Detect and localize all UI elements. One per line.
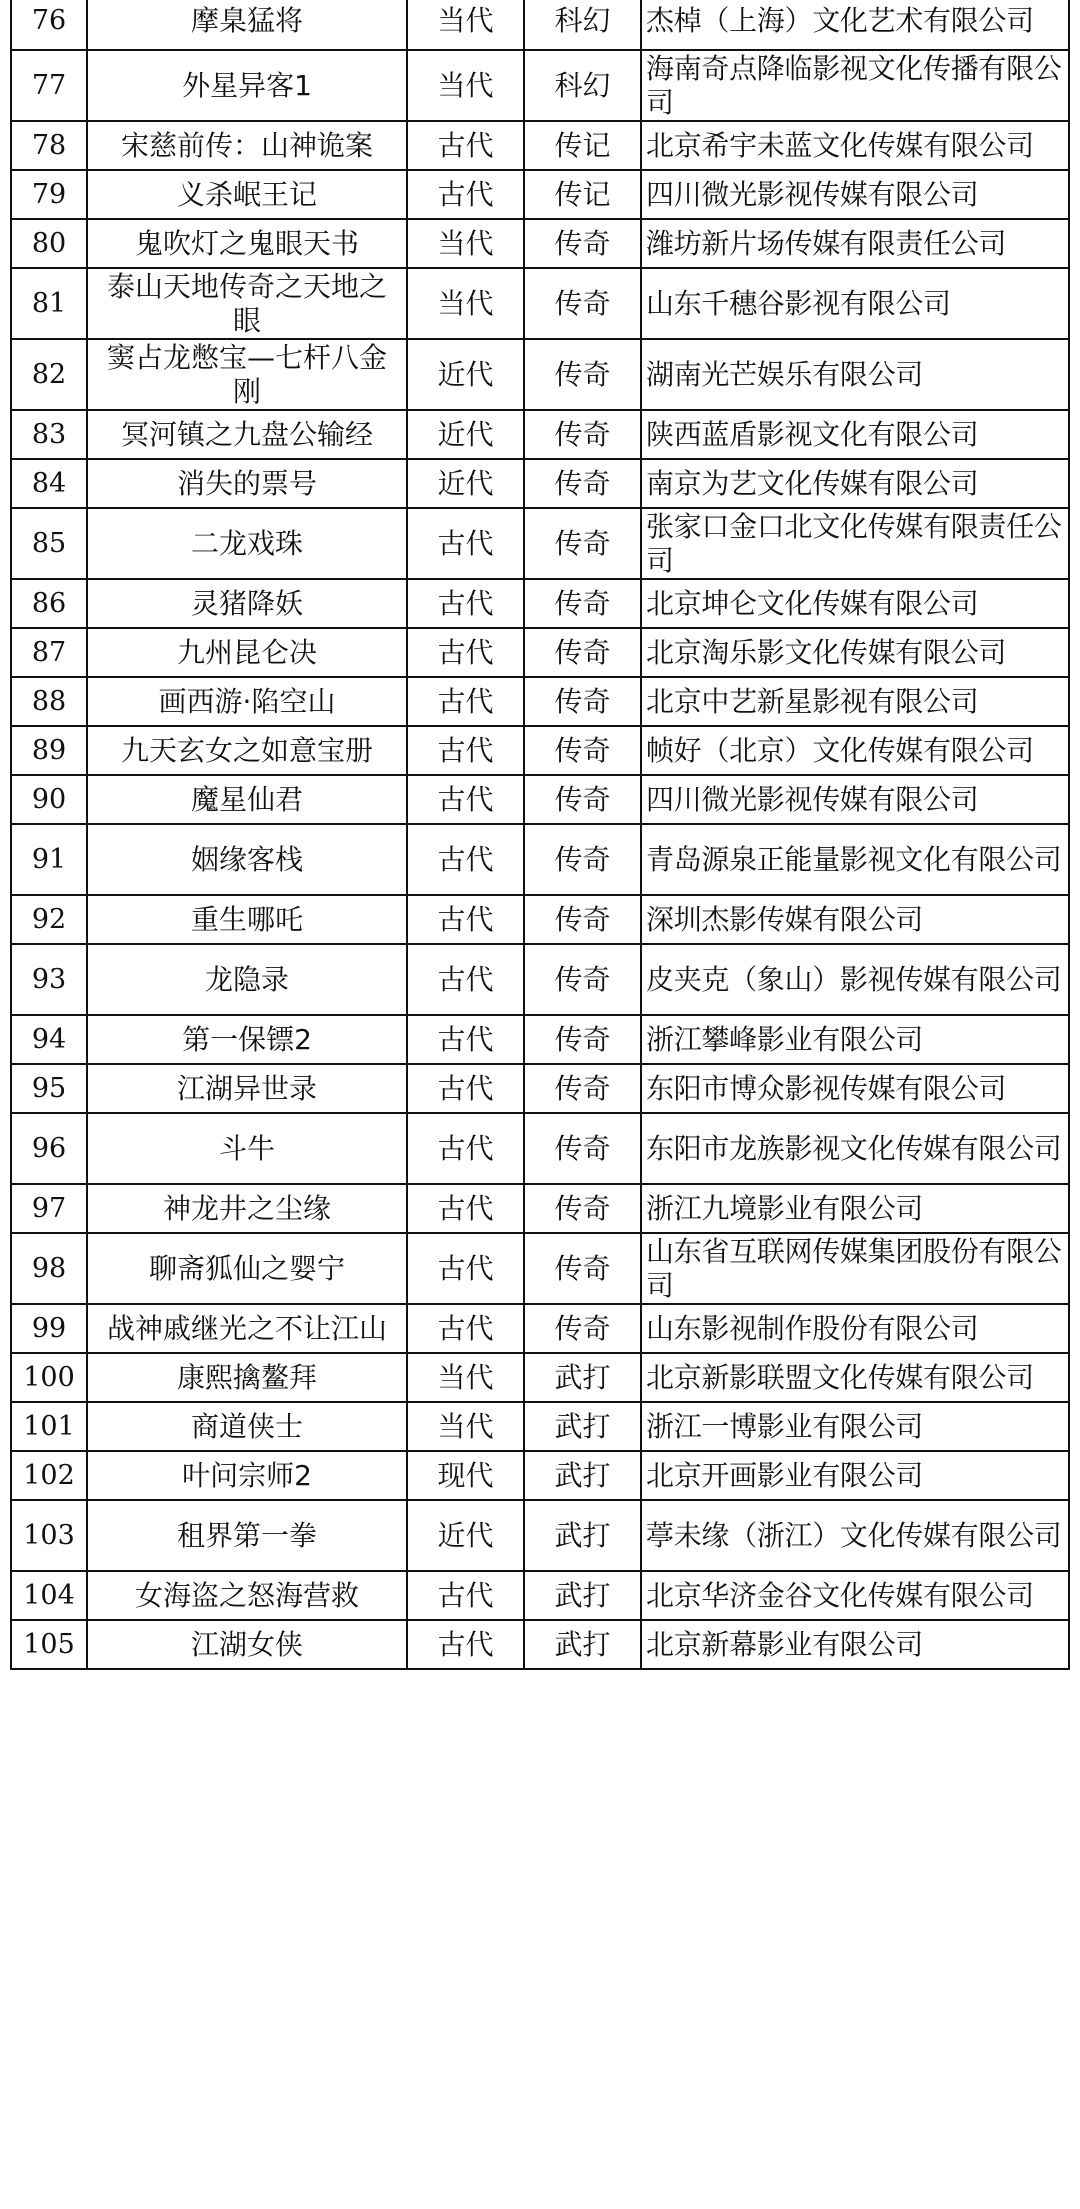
film-registration-table (10, 0, 1070, 1670)
company-cell: 北京开画影业有限公司 (641, 1451, 1069, 1500)
era-cell: 古代 (407, 944, 524, 1015)
genre-cell: 传奇 (524, 508, 641, 579)
company-cell: 东阳市博众影视传媒有限公司 (641, 1064, 1069, 1113)
film-title: 神龙井之尘缘 (87, 1184, 407, 1233)
film-title: 冥河镇之九盘公输经 (87, 410, 407, 459)
film-title: 斗牛 (87, 1113, 407, 1184)
era-cell: 古代 (407, 170, 524, 219)
table-row (11, 824, 1069, 895)
table-row (11, 459, 1069, 508)
film-title: 商道侠士 (87, 1402, 407, 1451)
company-cell: 浙江一博影业有限公司 (641, 1402, 1069, 1451)
film-title: 灵猪降妖 (87, 579, 407, 628)
film-title: 消失的票号 (87, 459, 407, 508)
row-number: 80 (11, 219, 87, 268)
table-row (11, 579, 1069, 628)
film-title: 宋慈前传：山神诡案 (87, 121, 407, 170)
genre-cell: 武打 (524, 1353, 641, 1402)
genre-cell: 传奇 (524, 677, 641, 726)
company-cell: 浙江九境影业有限公司 (641, 1184, 1069, 1233)
genre-cell: 武打 (524, 1500, 641, 1571)
row-number: 94 (11, 1015, 87, 1064)
film-title: 聊斋狐仙之婴宁 (87, 1233, 407, 1304)
row-number: 104 (11, 1571, 87, 1620)
era-cell: 古代 (407, 726, 524, 775)
table-row (11, 219, 1069, 268)
film-title: 租界第一拳 (87, 1500, 407, 1571)
row-number: 95 (11, 1064, 87, 1113)
film-title: 鬼吹灯之鬼眼天书 (87, 219, 407, 268)
genre-cell: 传奇 (524, 895, 641, 944)
film-title: 康熙擒鳌拜 (87, 1353, 407, 1402)
genre-cell: 传奇 (524, 579, 641, 628)
company-cell: 张家口金口北文化传媒有限责任公司 (641, 508, 1069, 579)
row-number: 98 (11, 1233, 87, 1304)
era-cell: 古代 (407, 1233, 524, 1304)
company-cell: 浙江攀峰影业有限公司 (641, 1015, 1069, 1064)
era-cell: 近代 (407, 339, 524, 410)
era-cell: 古代 (407, 677, 524, 726)
table-row (11, 508, 1069, 579)
era-cell: 当代 (407, 50, 524, 121)
era-cell: 近代 (407, 410, 524, 459)
genre-cell: 传记 (524, 170, 641, 219)
genre-cell: 科幻 (524, 0, 641, 50)
genre-cell: 传奇 (524, 1064, 641, 1113)
film-title: 叶问宗师2 (87, 1451, 407, 1500)
film-title: 第一保镖2 (87, 1015, 407, 1064)
table-row (11, 121, 1069, 170)
era-cell: 古代 (407, 1571, 524, 1620)
film-title: 外星异客1 (87, 50, 407, 121)
table-row (11, 628, 1069, 677)
genre-cell: 传奇 (524, 628, 641, 677)
era-cell: 古代 (407, 1304, 524, 1353)
table-row (11, 1620, 1069, 1669)
era-cell: 当代 (407, 1353, 524, 1402)
genre-cell: 传奇 (524, 824, 641, 895)
company-cell: 葶未缘（浙江）文化传媒有限公司 (641, 1500, 1069, 1571)
company-cell: 北京华济金谷文化传媒有限公司 (641, 1571, 1069, 1620)
company-cell: 海南奇点降临影视文化传播有限公司 (641, 50, 1069, 121)
table-row (11, 1402, 1069, 1451)
film-title: 江湖异世录 (87, 1064, 407, 1113)
row-number: 83 (11, 410, 87, 459)
company-cell: 四川微光影视传媒有限公司 (641, 775, 1069, 824)
era-cell: 近代 (407, 459, 524, 508)
table-row (11, 1015, 1069, 1064)
company-cell: 陕西蓝盾影视文化有限公司 (641, 410, 1069, 459)
table-row (11, 1064, 1069, 1113)
genre-cell: 传奇 (524, 410, 641, 459)
genre-cell: 传奇 (524, 459, 641, 508)
row-number: 76 (11, 0, 87, 50)
row-number: 79 (11, 170, 87, 219)
company-cell: 北京希宇未蓝文化传媒有限公司 (641, 121, 1069, 170)
table-row (11, 1500, 1069, 1571)
row-number: 84 (11, 459, 87, 508)
table-row (11, 1353, 1069, 1402)
era-cell: 古代 (407, 775, 524, 824)
row-number: 101 (11, 1402, 87, 1451)
film-title: 战神戚继光之不让江山 (87, 1304, 407, 1353)
row-number: 97 (11, 1184, 87, 1233)
company-cell: 北京新幕影业有限公司 (641, 1620, 1069, 1669)
genre-cell: 武打 (524, 1402, 641, 1451)
era-cell: 现代 (407, 1451, 524, 1500)
company-cell: 山东千穗谷影视有限公司 (641, 268, 1069, 339)
film-title: 重生哪吒 (87, 895, 407, 944)
film-title: 九天玄女之如意宝册 (87, 726, 407, 775)
table-row (11, 1233, 1069, 1304)
row-number: 81 (11, 268, 87, 339)
genre-cell: 科幻 (524, 50, 641, 121)
table-row (11, 268, 1069, 339)
era-cell: 古代 (407, 1184, 524, 1233)
era-cell: 当代 (407, 0, 524, 50)
row-number: 87 (11, 628, 87, 677)
era-cell: 古代 (407, 628, 524, 677)
company-cell: 南京为艺文化传媒有限公司 (641, 459, 1069, 508)
table-row (11, 1113, 1069, 1184)
genre-cell: 传奇 (524, 1304, 641, 1353)
film-title: 画西游·陷空山 (87, 677, 407, 726)
film-title: 龙隐录 (87, 944, 407, 1015)
film-title: 姻缘客栈 (87, 824, 407, 895)
company-cell: 四川微光影视传媒有限公司 (641, 170, 1069, 219)
row-number: 92 (11, 895, 87, 944)
table-row (11, 339, 1069, 410)
table-row (11, 775, 1069, 824)
film-title: 江湖女侠 (87, 1620, 407, 1669)
row-number: 86 (11, 579, 87, 628)
table-row (11, 895, 1069, 944)
row-number: 85 (11, 508, 87, 579)
film-title: 女海盗之怒海营救 (87, 1571, 407, 1620)
era-cell: 古代 (407, 121, 524, 170)
table-row (11, 1304, 1069, 1353)
genre-cell: 武打 (524, 1620, 641, 1669)
era-cell: 古代 (407, 895, 524, 944)
film-title: 摩臬猛将 (87, 0, 407, 50)
row-number: 93 (11, 944, 87, 1015)
film-title: 义杀岷王记 (87, 170, 407, 219)
company-cell: 山东省互联网传媒集团股份有限公司 (641, 1233, 1069, 1304)
row-number: 105 (11, 1620, 87, 1669)
genre-cell: 传记 (524, 121, 641, 170)
era-cell: 古代 (407, 1113, 524, 1184)
genre-cell: 传奇 (524, 775, 641, 824)
table-row (11, 944, 1069, 1015)
film-title: 魔星仙君 (87, 775, 407, 824)
era-cell: 古代 (407, 579, 524, 628)
genre-cell: 传奇 (524, 219, 641, 268)
company-cell: 深圳杰影传媒有限公司 (641, 895, 1069, 944)
genre-cell: 传奇 (524, 339, 641, 410)
era-cell: 古代 (407, 1064, 524, 1113)
era-cell: 当代 (407, 219, 524, 268)
table-row (11, 410, 1069, 459)
film-title: 泰山天地传奇之天地之眼 (87, 268, 407, 339)
genre-cell: 传奇 (524, 726, 641, 775)
era-cell: 古代 (407, 508, 524, 579)
genre-cell: 武打 (524, 1571, 641, 1620)
row-number: 82 (11, 339, 87, 410)
company-cell: 山东影视制作股份有限公司 (641, 1304, 1069, 1353)
table-row (11, 726, 1069, 775)
company-cell: 北京坤仑文化传媒有限公司 (641, 579, 1069, 628)
company-cell: 北京新影联盟文化传媒有限公司 (641, 1353, 1069, 1402)
film-title: 二龙戏珠 (87, 508, 407, 579)
table-row (11, 170, 1069, 219)
table-row (11, 50, 1069, 121)
genre-cell: 传奇 (524, 1184, 641, 1233)
company-cell: 东阳市龙族影视文化传媒有限公司 (641, 1113, 1069, 1184)
company-cell: 杰棹（上海）文化艺术有限公司 (641, 0, 1069, 50)
table-row (11, 0, 1069, 50)
row-number: 90 (11, 775, 87, 824)
table-row (11, 1451, 1069, 1500)
company-cell: 湖南光芒娱乐有限公司 (641, 339, 1069, 410)
row-number: 99 (11, 1304, 87, 1353)
table-body (11, 0, 1069, 1669)
table-row (11, 677, 1069, 726)
genre-cell: 传奇 (524, 1113, 641, 1184)
era-cell: 当代 (407, 268, 524, 339)
table-row (11, 1184, 1069, 1233)
company-cell: 北京淘乐影文化传媒有限公司 (641, 628, 1069, 677)
row-number: 96 (11, 1113, 87, 1184)
film-title: 窦占龙憋宝—七杆八金刚 (87, 339, 407, 410)
company-cell: 潍坊新片场传媒有限责任公司 (641, 219, 1069, 268)
genre-cell: 传奇 (524, 1233, 641, 1304)
era-cell: 古代 (407, 1620, 524, 1669)
genre-cell: 武打 (524, 1451, 641, 1500)
row-number: 102 (11, 1451, 87, 1500)
row-number: 91 (11, 824, 87, 895)
genre-cell: 传奇 (524, 1015, 641, 1064)
company-cell: 皮夹克（象山）影视传媒有限公司 (641, 944, 1069, 1015)
row-number: 88 (11, 677, 87, 726)
company-cell: 帧好（北京）文化传媒有限公司 (641, 726, 1069, 775)
row-number: 100 (11, 1353, 87, 1402)
row-number: 78 (11, 121, 87, 170)
row-number: 103 (11, 1500, 87, 1571)
company-cell: 青岛源泉正能量影视文化有限公司 (641, 824, 1069, 895)
era-cell: 古代 (407, 1015, 524, 1064)
genre-cell: 传奇 (524, 944, 641, 1015)
company-cell: 北京中艺新星影视有限公司 (641, 677, 1069, 726)
era-cell: 近代 (407, 1500, 524, 1571)
film-title: 九州昆仑决 (87, 628, 407, 677)
row-number: 89 (11, 726, 87, 775)
genre-cell: 传奇 (524, 268, 641, 339)
era-cell: 古代 (407, 824, 524, 895)
table-row (11, 1571, 1069, 1620)
row-number: 77 (11, 50, 87, 121)
era-cell: 当代 (407, 1402, 524, 1451)
